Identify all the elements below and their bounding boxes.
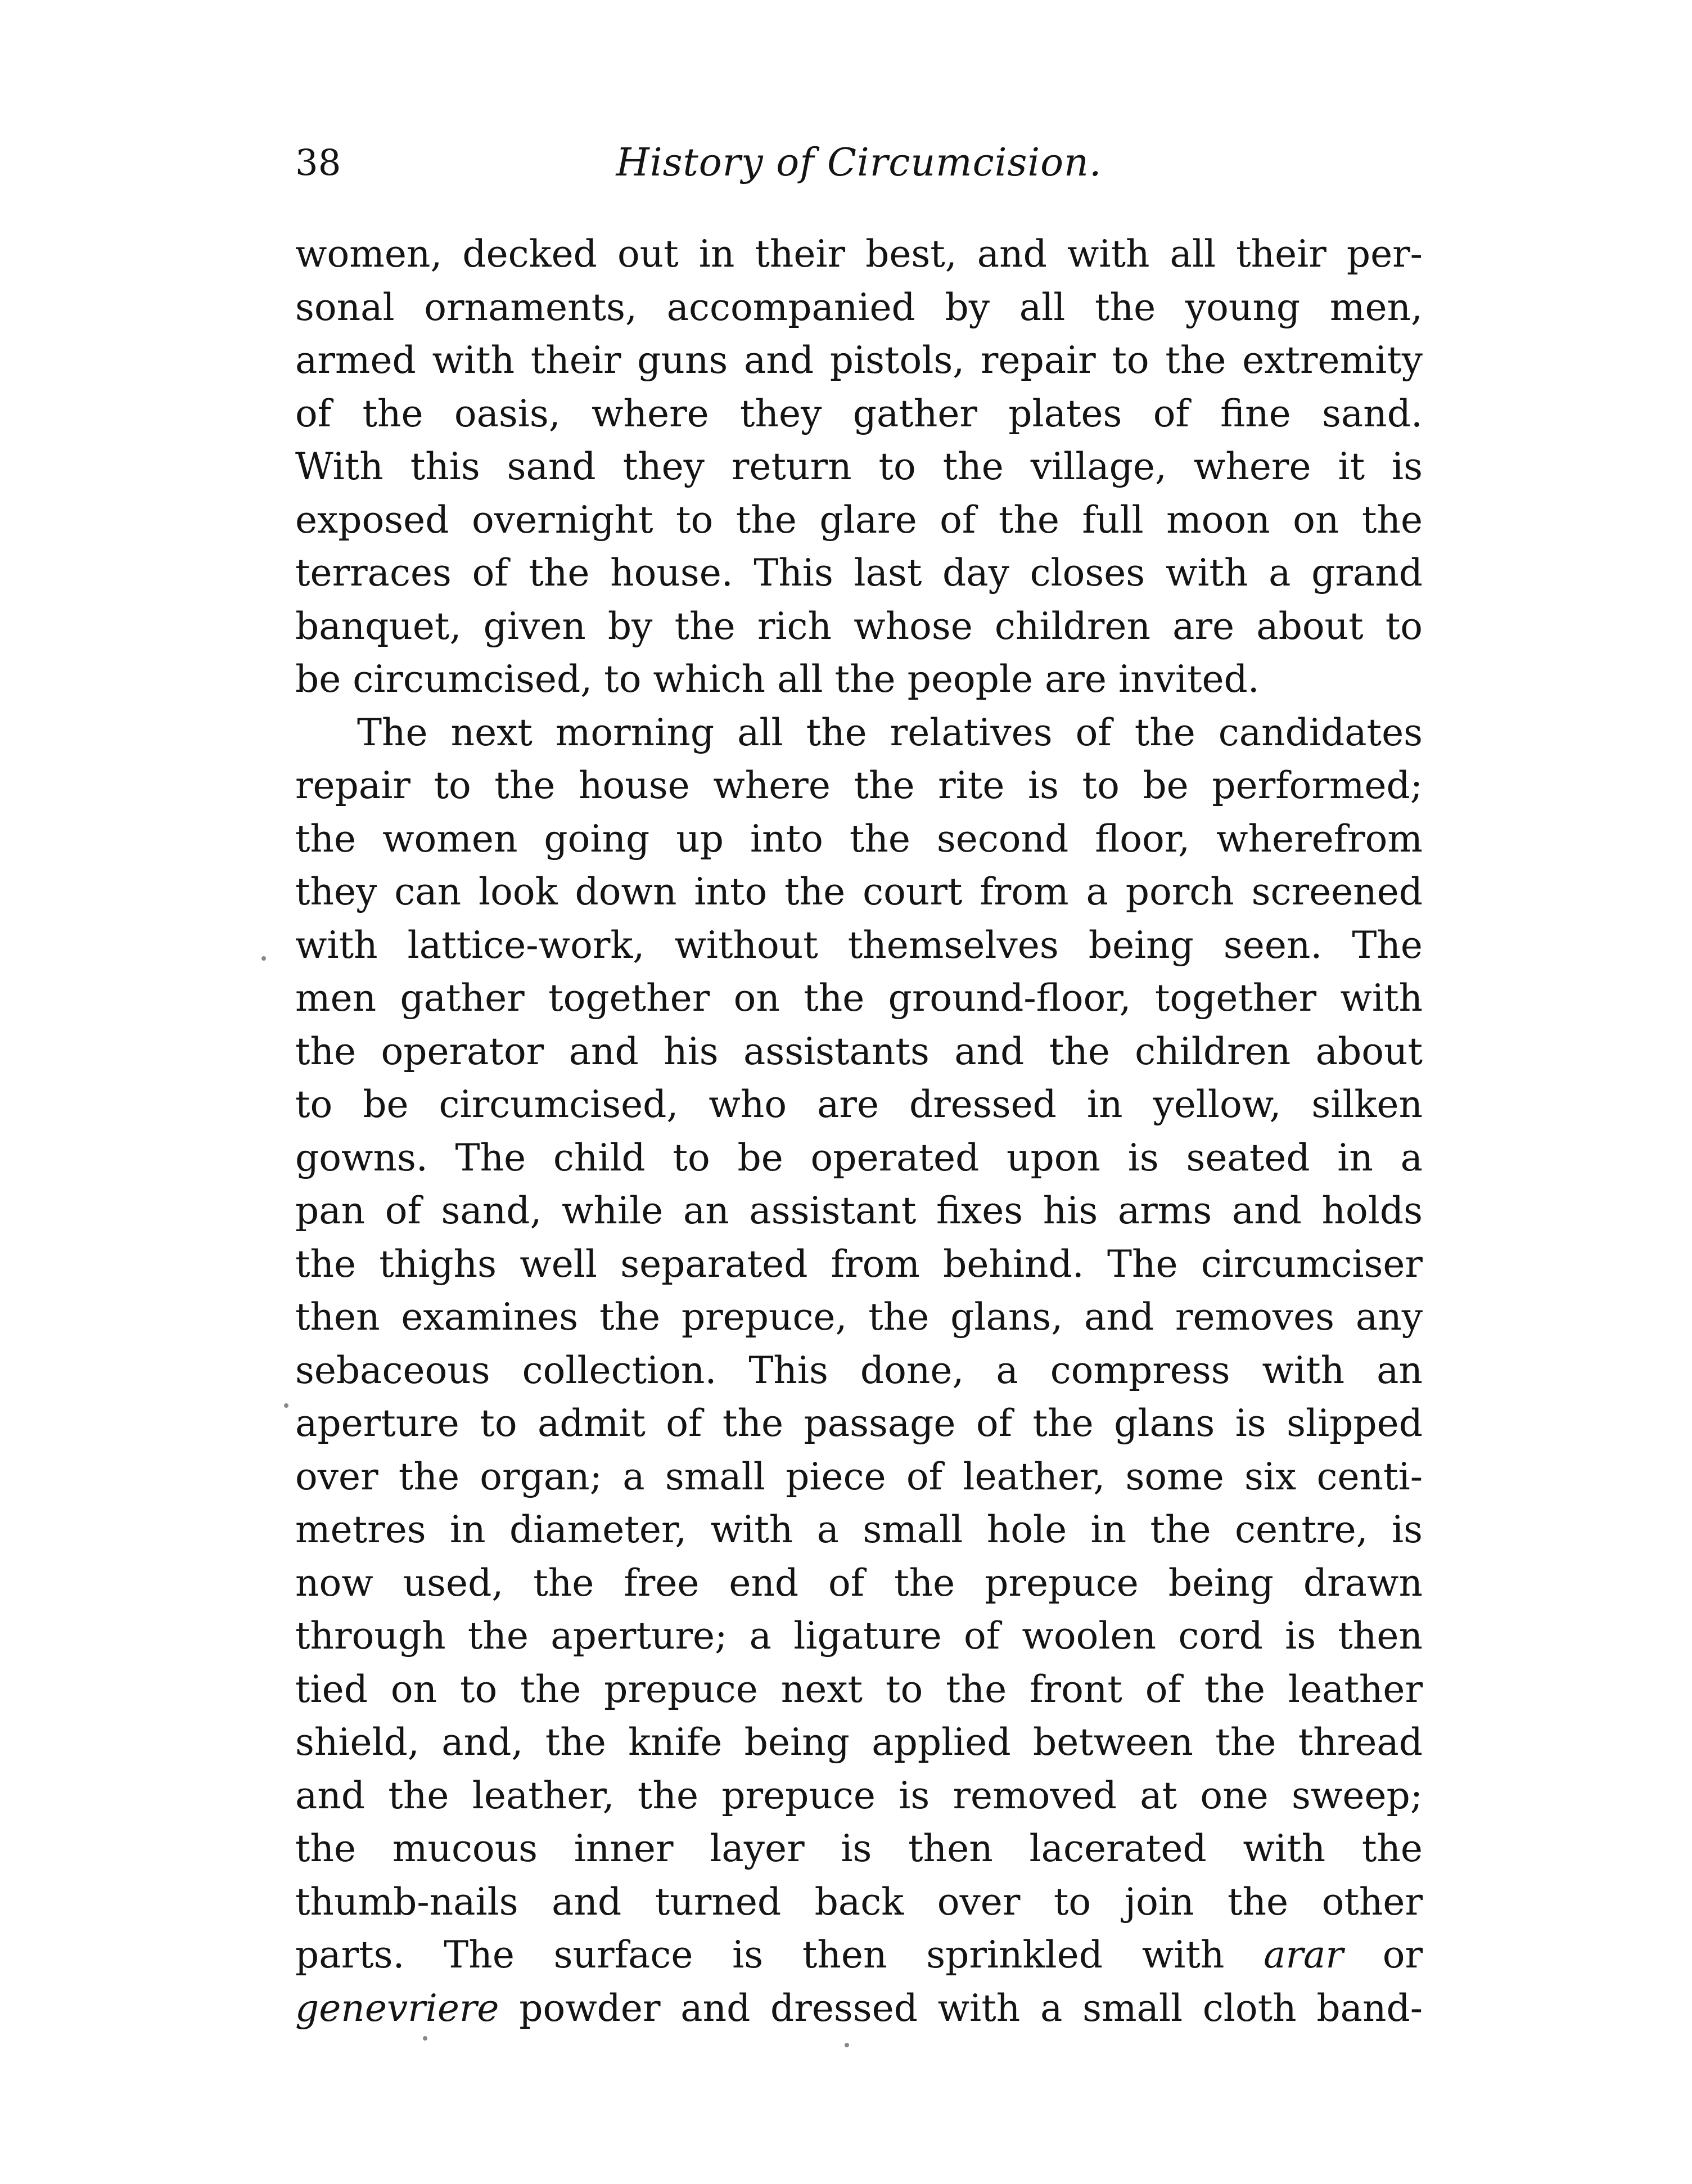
text-line: aperture to admit of the passage of the glans is slipped — [295, 1402, 1423, 1445]
text-line: the thighs well separated from behind. The circumciser — [295, 1242, 1423, 1286]
text-line: With this sand they return to the village, where it is — [295, 445, 1423, 488]
running-head: History of Circumcision. — [616, 141, 1102, 185]
text-line: terraces of the house. This last day closes with a grand — [295, 551, 1423, 595]
text-segment: or — [1382, 1933, 1423, 1976]
text-line-with-italic — [295, 1929, 1423, 1982]
text-line: pan of sand, while an assistant fixes his arms and holds — [295, 1189, 1423, 1232]
page-header — [295, 135, 1423, 191]
text-line: now used, the free end of the prepuce being drawn — [295, 1561, 1423, 1605]
text-line: repair to the house where the rite is to be performed; — [295, 764, 1423, 807]
italic-term-genevriere: genevriere — [295, 1986, 499, 2030]
text-line: armed with their guns and pistols, repair to the extremity — [295, 339, 1423, 382]
text-line: thumb-nails and turned back over to join the other — [295, 1880, 1423, 1924]
text-line: the operator and his assistants and the children about — [295, 1029, 1423, 1073]
text-line: they can look down into the court from a porch screened — [295, 870, 1423, 913]
text-line: to be circumcised, who are dressed in yellow, silken — [295, 1083, 1423, 1126]
text-line-with-italic — [295, 1982, 1423, 2036]
text-line: women, decked out in their best, and with all their per- — [295, 232, 1423, 276]
scan-speck — [423, 2036, 427, 2041]
text-line: banquet, given by the rich whose children are about to — [295, 604, 1423, 648]
text-line: sonal ornaments, accompanied by all the young men, — [295, 285, 1423, 329]
text-line: gowns. The child to be operated upon is seated in a — [295, 1136, 1423, 1179]
scan-speck — [261, 956, 266, 961]
text-line: with lattice-work, without themselves being seen. The — [295, 923, 1423, 967]
text-line: the women going up into the second floor, wherefrom — [295, 817, 1423, 861]
text-line: men gather together on the ground-floor, together with — [295, 976, 1423, 1020]
text-line: then examines the prepuce, the glans, and removes any — [295, 1295, 1423, 1339]
italic-term-arar: arar — [1264, 1933, 1343, 1976]
page-number: 38 — [295, 142, 341, 184]
text-line: be circumcised, to which all the people are invited. — [295, 658, 1260, 701]
scan-speck — [284, 1403, 288, 1408]
text-line: metres in diameter, with a small hole in the centre, is — [295, 1508, 1423, 1551]
text-line: over the organ; a small piece of leather, some six centi- — [295, 1455, 1423, 1498]
text-line: and the leather, the prepuce is removed at one sweep; — [295, 1773, 1423, 1817]
text-segment: powder and dressed with a small cloth band- — [519, 1986, 1423, 2030]
text-line: exposed overnight to the glare of the full moon on the — [295, 498, 1423, 542]
text-line: sebaceous collection. This done, a compress with an — [295, 1348, 1423, 1392]
text-segment: parts. The surface is then sprinkled with — [295, 1933, 1225, 1976]
text-line: the mucous inner layer is then lacerated with the — [295, 1827, 1423, 1870]
text-line: through the aperture; a ligature of woolen cord is then — [295, 1614, 1423, 1658]
text-line: tied on to the prepuce next to the front of the leather — [295, 1667, 1423, 1711]
paragraph-start-line: The next morning all the relatives of the candidates — [357, 710, 1423, 754]
body-text — [295, 228, 1423, 2035]
text-line: shield, and, the knife being applied between the thread — [295, 1721, 1423, 1764]
scan-speck — [845, 2043, 849, 2047]
text-line: of the oasis, where they gather plates of fine sand. — [295, 391, 1423, 435]
